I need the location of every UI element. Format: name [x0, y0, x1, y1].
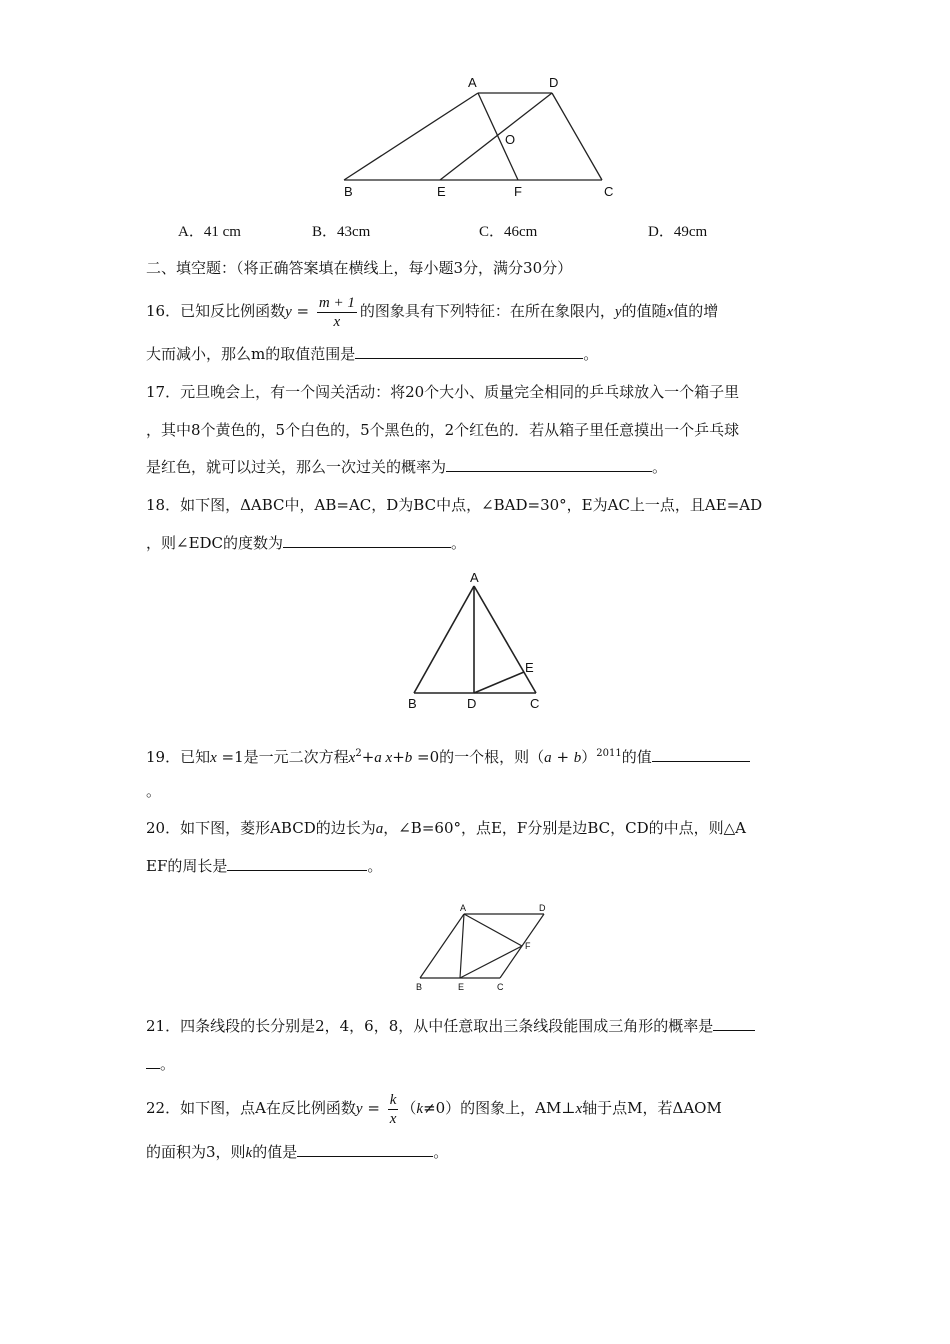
label-e: E: [458, 982, 465, 992]
label-c: C: [604, 184, 614, 199]
question-16-line1: [146, 293, 718, 331]
q21-answer-blank-a[interactable]: [713, 1016, 755, 1031]
q22-p3: ≠0）的图象上，AM⊥: [423, 1099, 576, 1117]
question-17-line3: [146, 457, 667, 477]
question-19-line1: [146, 744, 750, 768]
figure-rhombus: [408, 900, 558, 995]
q19-a: a: [374, 750, 382, 766]
label-b: B: [416, 982, 423, 992]
q16-end: 。: [583, 345, 599, 363]
q19-x3: x: [381, 750, 393, 766]
q19-x2: x: [348, 750, 356, 766]
q19-plus: +: [551, 748, 574, 766]
q22-answer-blank[interactable]: [297, 1142, 433, 1157]
q22-x: x: [575, 1101, 583, 1117]
segment-ab: [414, 586, 474, 693]
q22-k2: k: [245, 1145, 253, 1161]
label-c: C: [530, 696, 540, 711]
figure-trapezoid: [330, 70, 630, 205]
section-heading: 二、填空题：（将正确答案填在横线上，每小题3分，满分30分）: [146, 259, 573, 277]
q22-fraction: [388, 1091, 399, 1128]
q20-line2-text: EF的周长是: [146, 857, 228, 875]
label-o: O: [505, 132, 516, 147]
question-21-line1: [146, 1016, 755, 1036]
q16-fraction: [317, 294, 357, 331]
q20-answer-blank[interactable]: [227, 856, 367, 871]
q19-b2: b: [573, 750, 582, 766]
segment-dc: [552, 93, 602, 180]
label-f: F: [514, 184, 522, 199]
segment-ef: [460, 946, 522, 978]
q16-eq: =: [291, 302, 314, 320]
option-c: C．46cm: [479, 224, 538, 240]
q20-end: 。: [367, 857, 383, 875]
q19-answer-blank[interactable]: [652, 747, 750, 762]
q17-end: 。: [652, 458, 668, 476]
label-a: A: [468, 75, 477, 90]
q16-text-a: 的图象具有下列特征：在所在象限内，: [359, 302, 615, 320]
q19-p1: 19．已知: [146, 748, 211, 766]
q22-line2-text-b: 的值是: [252, 1143, 298, 1161]
q21-line1-text: 21．四条线段的长分别是2，4，6，8，从中任意取出三条线段能围成三角形的概率是: [146, 1017, 714, 1035]
label-d: D: [467, 696, 477, 711]
q22-y: y: [355, 1101, 363, 1117]
label-e: E: [525, 660, 534, 675]
q16-x: x: [666, 304, 674, 320]
label-b: B: [408, 696, 417, 711]
question-17-line2: ，其中8个黄色的，5个白色的，5个黑色的，2个红色的．若从箱子里任意摸出一个乒乓球: [146, 421, 740, 439]
question-18-line2: [146, 533, 466, 553]
q20-a: a: [375, 821, 384, 837]
q16-numerator: m + 1: [318, 294, 355, 311]
q16-prefix: 16．已知反比例函数: [146, 302, 286, 320]
q19-b: b: [404, 750, 413, 766]
q22-eq: =: [362, 1099, 385, 1117]
q22-denominator: x: [389, 1110, 397, 1127]
q16-y: y: [285, 304, 292, 320]
q19-square: 2: [355, 748, 362, 759]
q19-p5: =0的一个根，则（: [412, 748, 545, 766]
label-a: A: [470, 570, 479, 585]
label-e: E: [437, 184, 446, 199]
question-19-line2: 。: [146, 782, 162, 800]
q18-answer-blank[interactable]: [283, 533, 451, 548]
question-17-line1: 17．元旦晚会上，有一个闯关活动：将20个大小、质量完全相同的乒乓球放入一个箱子里: [146, 383, 740, 401]
label-b: B: [344, 184, 353, 199]
q19-p4: +: [392, 748, 405, 766]
segment-ab: [344, 93, 478, 180]
question-20-line2: [146, 856, 382, 876]
label-d: D: [549, 75, 559, 90]
question-16-line2: [146, 344, 598, 364]
q19-p7: 的值: [621, 748, 652, 766]
q19-exponent: 2011: [596, 748, 622, 759]
label-f: F: [525, 941, 531, 951]
label-a: A: [460, 903, 467, 913]
q16-denominator: x: [333, 313, 341, 330]
q20-p1: 20．如下图，菱形ABCD的边长为: [146, 819, 376, 837]
q16-text-b: 的值随: [621, 302, 667, 320]
q19-p2: =1是一元二次方程: [216, 748, 349, 766]
q16-text-c: 值的增: [673, 302, 719, 320]
q18-line2-text: ，则∠EDC的度数为: [146, 534, 284, 552]
q19-x: x: [210, 750, 217, 766]
q21-answer-blank-b[interactable]: [146, 1054, 160, 1069]
question-22-line1: [146, 1090, 722, 1128]
q22-line2-text-a: 的面积为3，则: [146, 1143, 246, 1161]
q19-a2: a: [544, 750, 552, 766]
q22-p1: 22．如下图，点A在反比例函数: [146, 1099, 356, 1117]
q17-line3-text: 是红色，就可以过关，那么一次过关的概率为: [146, 458, 447, 476]
q22-p4: 轴于点M，若ΔAOM: [582, 1099, 722, 1117]
question-21-line2: [146, 1054, 175, 1074]
q16-y2: y: [614, 304, 622, 320]
figure-triangle: [398, 568, 558, 716]
segment-af: [464, 914, 522, 946]
segment-de: [474, 672, 524, 693]
label-c: C: [497, 982, 504, 992]
question-22-line2: [146, 1142, 448, 1163]
segment-ac: [474, 586, 536, 693]
question-20-line1: [146, 818, 746, 839]
q16-line2-text: 大而减小，那么m的取值范围是: [146, 345, 356, 363]
option-d: D．49cm: [648, 224, 708, 240]
segment-ab: [420, 914, 464, 978]
q16-answer-blank[interactable]: [355, 344, 583, 359]
q22-end: 。: [433, 1143, 449, 1161]
q22-p2: （: [401, 1099, 417, 1117]
q19-p3: +: [361, 748, 375, 766]
label-d: D: [539, 903, 546, 913]
q17-answer-blank[interactable]: [446, 457, 652, 472]
option-a: A．41 cm: [178, 224, 241, 240]
segment-ae: [460, 914, 464, 978]
q18-end: 。: [451, 534, 467, 552]
option-b: B．43cm: [312, 224, 371, 240]
q19-p6: ）: [581, 748, 597, 766]
q22-k: k: [416, 1101, 424, 1117]
q21-end: 。: [160, 1055, 176, 1073]
question-18-line1: 18．如下图，ΔABC中，AB=AC，D为BC中点，∠BAD=30°，E为AC上一点，且AE=AD: [146, 496, 763, 514]
q20-p2: ，∠B=60°，点E，F分别是边BC，CD的中点，则△A: [383, 819, 746, 837]
q22-numerator: k: [389, 1091, 397, 1108]
